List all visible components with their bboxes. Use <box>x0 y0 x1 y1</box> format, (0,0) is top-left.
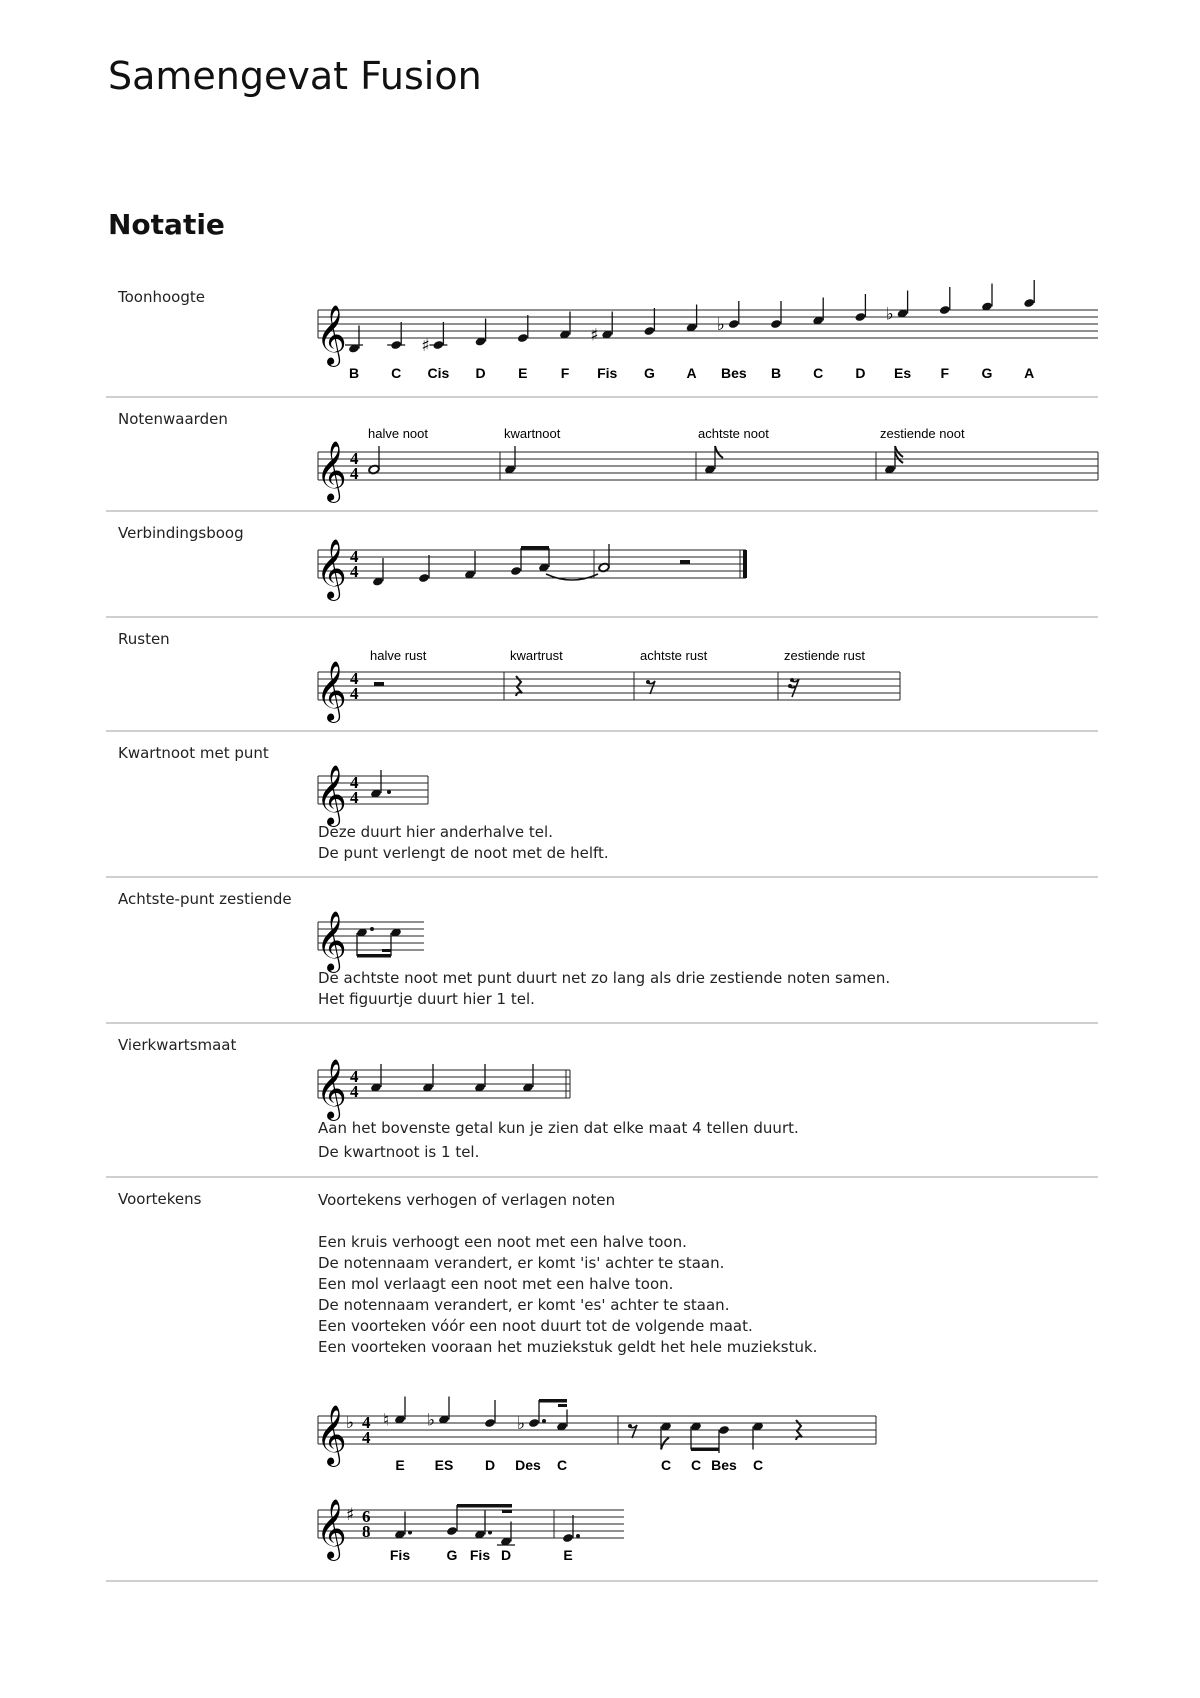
note-name-label: G <box>981 365 993 381</box>
note <box>517 1400 546 1434</box>
time-signature-bottom: 4 <box>350 1082 359 1101</box>
note <box>517 315 529 343</box>
treble-clef-icon: 𝄞 <box>316 1059 347 1119</box>
note <box>690 1421 702 1449</box>
note <box>475 319 487 347</box>
section-description <box>318 968 890 1010</box>
section-label: Kwartnoot met punt <box>118 744 269 762</box>
quarter-note <box>504 446 516 475</box>
staff-kwartnoot-punt <box>106 730 1098 826</box>
section-heading: Notatie <box>108 208 225 241</box>
note-name-label: Fis <box>469 1547 491 1563</box>
note-name-label: C <box>690 1457 702 1473</box>
note <box>387 322 405 350</box>
section-toonhoogte <box>106 262 1098 398</box>
section-kwartnoot-punt <box>106 730 1098 878</box>
time-signature-bottom: 4 <box>350 464 359 483</box>
note <box>1023 280 1035 308</box>
beam <box>691 1448 719 1452</box>
note <box>886 291 909 325</box>
description-line: De notennaam verandert, er komt 'is' achter te staan. <box>318 1254 725 1272</box>
staff-verbindingsboog <box>106 510 1098 616</box>
note <box>559 312 571 340</box>
time-signature-top: 4 <box>362 1413 371 1432</box>
treble-clef-icon: 𝄞 <box>316 441 347 501</box>
note-name-label: C <box>813 365 824 381</box>
description-line: Het figuurtje duurt hier 1 tel. <box>318 990 535 1008</box>
eighth-rest-icon <box>628 1424 637 1438</box>
section-label: Achtste-punt zestiende <box>118 890 292 908</box>
section-label: Rusten <box>118 630 170 648</box>
note <box>345 326 363 354</box>
section-vierkwartsmaat <box>106 1022 1098 1178</box>
note <box>939 287 951 315</box>
note-name-label: ES <box>434 1457 454 1473</box>
note-name-label: B <box>770 365 782 381</box>
staff-notenwaarden <box>106 396 1098 510</box>
note-name-label: E <box>563 1547 573 1563</box>
quarter-note <box>474 1064 486 1093</box>
note-name-label: A <box>686 365 697 381</box>
note <box>812 298 824 326</box>
note-name-label: C <box>660 1457 672 1473</box>
note-name-label: D <box>484 1457 496 1473</box>
description-line: Een kruis verhoogt een noot met een halve toon. <box>318 1233 687 1251</box>
note <box>770 301 782 329</box>
time-signature-bottom: 4 <box>350 788 359 807</box>
dotted-eighth-sixteenth-figure <box>356 927 402 958</box>
annotation-kwartrust: kwartrust <box>510 648 563 663</box>
section-label: Notenwaarden <box>118 410 228 428</box>
note <box>484 1400 496 1428</box>
eighth-note <box>704 446 723 475</box>
sharp-icon: ♯ <box>421 336 430 356</box>
eighth-rest-icon <box>646 680 655 694</box>
sixteenth-note <box>884 446 903 475</box>
note-name-label: Bes <box>720 365 747 381</box>
note-name-label: Des <box>515 1457 541 1473</box>
note-name-label: Es <box>894 365 912 381</box>
half-rest <box>680 560 690 564</box>
note-name-label: D <box>855 365 866 381</box>
note-name-label: D <box>500 1547 512 1563</box>
section-description <box>318 1116 799 1164</box>
section-label: Vierkwartsmaat <box>118 1036 237 1054</box>
note-name-label: B <box>348 365 360 381</box>
half-note <box>598 544 610 573</box>
time-signature-bottom: 4 <box>350 562 359 581</box>
note <box>686 305 698 333</box>
annotation-achtste-rust: achtste rust <box>640 648 708 663</box>
time-signature-top: 4 <box>350 547 359 566</box>
section-description <box>318 822 609 864</box>
description-line: De notennaam verandert, er komt 'es' achter te staan. <box>318 1296 730 1314</box>
note <box>418 555 430 583</box>
time-signature-top: 6 <box>362 1507 371 1526</box>
section-label: Voortekens <box>118 1190 202 1208</box>
beamed-eighth-notes <box>510 546 550 576</box>
note-name-label: A <box>1024 365 1035 381</box>
page-title: Samengevat Fusion <box>108 54 482 98</box>
description-line: Aan het bovenste getal kun je zien dat elke maat 4 tellen duurt. <box>318 1119 799 1137</box>
note-name-label: F <box>560 365 570 381</box>
description-line: De achtste noot met punt duurt net zo lang als drie zestiende noten samen. <box>318 969 891 987</box>
note <box>718 1425 730 1453</box>
sixteenth-rest-icon <box>788 678 799 697</box>
time-signature-bottom: 8 <box>362 1522 371 1541</box>
section-achtste-punt <box>106 876 1098 1024</box>
beam <box>502 1510 512 1513</box>
treble-clef-icon: 𝄞 <box>316 1405 347 1465</box>
note <box>474 1511 492 1540</box>
note-name-label: D <box>475 365 486 381</box>
sharp-icon: ♯ <box>590 325 599 346</box>
section-verbindingsboog <box>106 510 1098 618</box>
quarter-note <box>522 1064 534 1093</box>
key-signature-sharp-icon: ♯ <box>346 1505 355 1525</box>
description-line: De kwartnoot is 1 tel. <box>318 1143 480 1161</box>
description-line: Deze duurt hier anderhalve tel. <box>318 823 553 841</box>
dotted-quarter-note <box>370 770 391 799</box>
note <box>643 308 655 336</box>
annotation-halve-noot: halve noot <box>368 426 428 441</box>
annotation-achtste-noot: achtste noot <box>698 426 769 441</box>
description-line: Een mol verlaagt een noot met een halve toon. <box>318 1275 674 1293</box>
treble-clef-icon: 𝄞 <box>316 765 347 825</box>
note-name-label: G <box>446 1547 458 1563</box>
description-line: Een voorteken vóór een noot duurt tot de volgende maat. <box>318 1317 753 1335</box>
note <box>383 1397 406 1431</box>
staff-lines <box>318 452 1098 480</box>
note-name-label: Cis <box>427 365 450 381</box>
section-voortekens <box>106 1176 1098 1582</box>
staff-toonhoogte <box>106 262 1098 396</box>
note <box>464 551 476 580</box>
final-barline-thick <box>743 550 747 578</box>
quarter-note <box>422 1064 434 1093</box>
note <box>394 1512 412 1540</box>
note-name-label: E <box>518 365 528 381</box>
note-name-label: C <box>391 365 402 381</box>
staff-voortekens <box>106 1176 1098 1580</box>
staff-achtste-punt <box>106 876 1098 972</box>
annotation-zestiende-rust: zestiende rust <box>784 648 865 663</box>
beam <box>539 1399 567 1403</box>
flat-icon: ♭ <box>427 1410 436 1431</box>
note <box>981 284 993 312</box>
flat-icon: ♭ <box>885 304 894 325</box>
note-name-label: G <box>643 365 655 381</box>
note <box>421 322 447 356</box>
note-name-label: C <box>752 1457 764 1473</box>
tie-arc <box>546 574 598 580</box>
staff-vierkwartsmaat <box>106 1022 1098 1118</box>
note <box>497 1522 515 1547</box>
time-signature-top: 4 <box>350 773 359 792</box>
half-note <box>368 446 380 475</box>
natural-icon: ♮ <box>383 1410 390 1431</box>
time-signature-bottom: 4 <box>350 684 359 703</box>
note-name-label: Fis <box>597 365 618 381</box>
treble-clef-icon: 𝄞 <box>316 661 347 721</box>
annotation-halve-rust: halve rust <box>370 648 427 663</box>
section-label: Verbindingsboog <box>118 524 244 542</box>
flat-icon: ♭ <box>716 315 725 335</box>
staff-lines <box>318 672 900 700</box>
time-signature-top: 4 <box>350 669 359 688</box>
key-signature-flat-icon: ♭ <box>346 1413 355 1433</box>
note-name-label: C <box>556 1457 568 1473</box>
note <box>752 1421 764 1449</box>
time-signature-bottom: 4 <box>362 1428 371 1447</box>
treble-clef-icon: 𝄞 <box>316 539 347 599</box>
half-rest-icon <box>374 682 384 686</box>
note <box>427 1397 450 1431</box>
annotation-kwartnoot: kwartnoot <box>504 426 561 441</box>
note-name-label: Bes <box>711 1457 737 1473</box>
voortekens-intro: Voortekens verhogen of verlagen noten <box>318 1191 616 1209</box>
annotation-zestiende-noot: zestiende noot <box>880 426 965 441</box>
note-name-label: F <box>940 365 950 381</box>
beam <box>457 1504 512 1508</box>
section-notenwaarden <box>106 396 1098 512</box>
note-name-label: E <box>395 1457 405 1473</box>
treble-clef-icon: 𝄞 <box>316 305 347 365</box>
time-signature-top: 4 <box>350 1067 359 1086</box>
description-line: Een voorteken vooraan het muziekstuk geldt het hele muziekstuk. <box>318 1338 818 1356</box>
note <box>562 1515 580 1543</box>
beam <box>558 1404 567 1407</box>
treble-clef-icon: 𝄞 <box>316 1499 347 1559</box>
staff-rusten <box>106 616 1098 730</box>
quarter-note <box>370 1064 382 1093</box>
note <box>854 294 866 322</box>
note <box>556 1410 568 1432</box>
treble-clef-icon: 𝄞 <box>316 911 347 971</box>
note <box>717 301 740 335</box>
note-name-label: Fis <box>389 1547 411 1563</box>
section-label: Toonhoogte <box>118 288 205 306</box>
note <box>372 558 384 587</box>
time-signature-top: 4 <box>350 449 359 468</box>
flat-icon: ♭ <box>517 1414 526 1434</box>
description-line: De punt verlengt de noot met de helft. <box>318 844 609 862</box>
section-rusten <box>106 616 1098 732</box>
